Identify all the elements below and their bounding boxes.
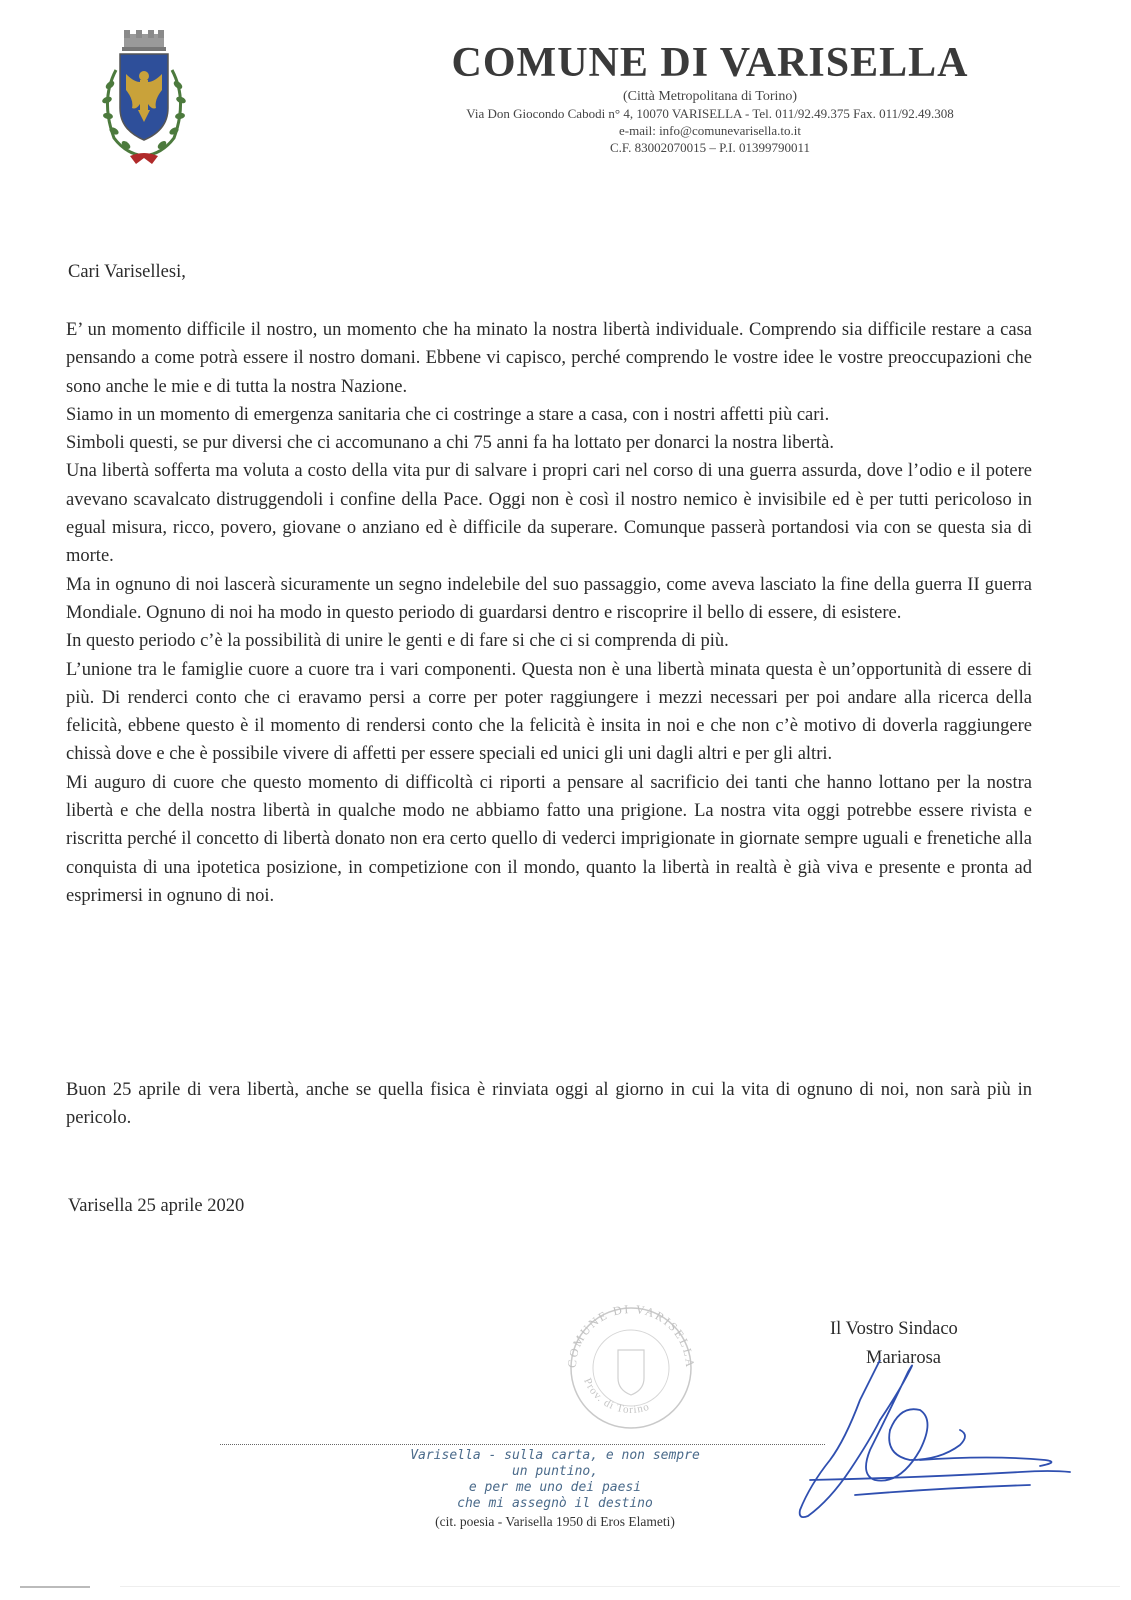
poem-line: un puntino, xyxy=(511,1464,599,1479)
paragraph: E’ un momento difficile il nostro, un momento che ha minato la nostra libertà individuale. Comprendo sia difficile restare a casa pensando a come potrà essere il nostro domani. Ebbene vi capisco, perché comprendo le vostre idee le vostre preoccupazioni che sono anche le mie e di tutta la nostra Nazione. xyxy=(66,320,1032,397)
mayor-title: Il Vostro Sindaco xyxy=(830,1319,958,1339)
poem-line: e per me uno dei paesi xyxy=(468,1480,642,1495)
dateline: Varisella 25 aprile 2020 xyxy=(68,1196,245,1216)
header-subtitle: (Città Metropolitana di Torino) xyxy=(622,89,798,104)
paragraph: Siamo in un momento di emergenza sanitaria che ci costringe a stare a casa, con i nostri affetti più cari. xyxy=(66,404,830,425)
paragraph: Una libertà sofferta ma voluta a costo della vita pur di salvare i propri cari nel corso di una guerra assurda, dove l’odio e il potere avevano scavalcato distruggendoli i confine della Pace. Oggi non è così il nostro nemico è invisibile ed è per tutti pericoloso in egual misura, ricco, povero, giovane o anziano ed è difficile da superare. Comunque passerà portandosi via con se questa sia di morte. xyxy=(66,461,1032,567)
footer-divider xyxy=(220,1444,825,1445)
paragraph: Simboli questi, se pur diversi che ci accomunano a chi 75 anni fa ha lottato per donarci la nostra libertà. xyxy=(66,433,835,454)
paragraph: L’unione tra le famiglie cuore a cuore tra i vari componenti. Questa non è una libertà minata questa è un’opportunità di essere di più. Di renderci conto che ci eravamo persi a corre per poter raggiungere i mezzi necessari per poi andare alla ricerca della felicità, ebbene questo è il momento di rendersi conto che la felicità è insita in noi e che non c’è motivo di doverla raggiungere chissà dove e che è possibile vivere di affetti per essere speciali ed unici gli uni dagli altri e per gli altri. xyxy=(66,659,1032,765)
poem-citation: (cit. poesia - Varisella 1950 di Eros Elameti) xyxy=(435,1514,675,1529)
footer-quote xyxy=(360,1448,750,1531)
greeting: Cari Varisellesi, xyxy=(68,262,186,282)
header-address: Via Don Giocondo Cabodi n° 4, 10070 VARISELLA - Tel. 011/92.49.375 Fax. 011/92.49.308 xyxy=(466,106,954,121)
svg-text:Prov. di Torino: Prov. di Torino xyxy=(581,1376,652,1416)
letterhead xyxy=(320,40,1100,156)
closing-paragraph: Buon 25 aprile di vera libertà, anche se quella fisica è rinviata oggi al giorno in cui la vita di ognuno di noi, non sarà più in pericolo. xyxy=(66,1080,1032,1129)
handwritten-signature-icon xyxy=(790,1360,1090,1530)
poem-line: che mi assegnò il destino xyxy=(457,1496,653,1511)
paragraph: Ma in ognuno di noi lascerà sicuramente un segno indelebile del suo passaggio, come aveva lasciato la fine della guerra II guerra Mondiale. Ognuno di noi ha modo in questo periodo di guardarsi dentro e riscoprire il bello di essere, di esistere. xyxy=(66,574,1032,623)
paragraph: In questo periodo c’è la possibilità di unire le genti e di fare si che ci si comprenda di più. xyxy=(66,631,729,652)
municipal-crest-icon xyxy=(96,30,192,170)
comune-title: COMUNE DI VARISELLA xyxy=(451,40,969,86)
letter-body xyxy=(66,316,1032,910)
scan-edge-line xyxy=(120,1586,1120,1587)
scan-edge-mark xyxy=(20,1586,90,1588)
mayor-name: Mariarosa xyxy=(866,1348,941,1368)
svg-text:COMUNE DI VARISELLA: COMUNE DI VARISELLA xyxy=(564,1301,698,1370)
header-tax-codes: C.F. 83002070015 – P.I. 01399790011 xyxy=(610,140,810,155)
official-stamp-icon xyxy=(556,1300,706,1430)
paragraph: Mi auguro di cuore che questo momento di difficoltà ci riporti a pensare al sacrificio dei tanti che hanno lottano per la nostra libertà e che della nostra libertà in qualche modo ne abbiamo fatto una prigione. La nostra vita oggi potrebbe essere rivista e riscritta perché il concetto di libertà donato non era certo quello di vederci imprigionate in giornate sempre uguali e frenetiche alla conquista di una ipotetica posizione, in competizione con il mondo, quanto la libertà in realtà è già viva e presente e pronta ad esprimersi in ognuno di noi. xyxy=(66,772,1032,906)
header-email: e-mail: info@comunevarisella.to.it xyxy=(619,123,801,138)
poem-line: Varisella - sulla carta, e non sempre xyxy=(410,1448,700,1463)
